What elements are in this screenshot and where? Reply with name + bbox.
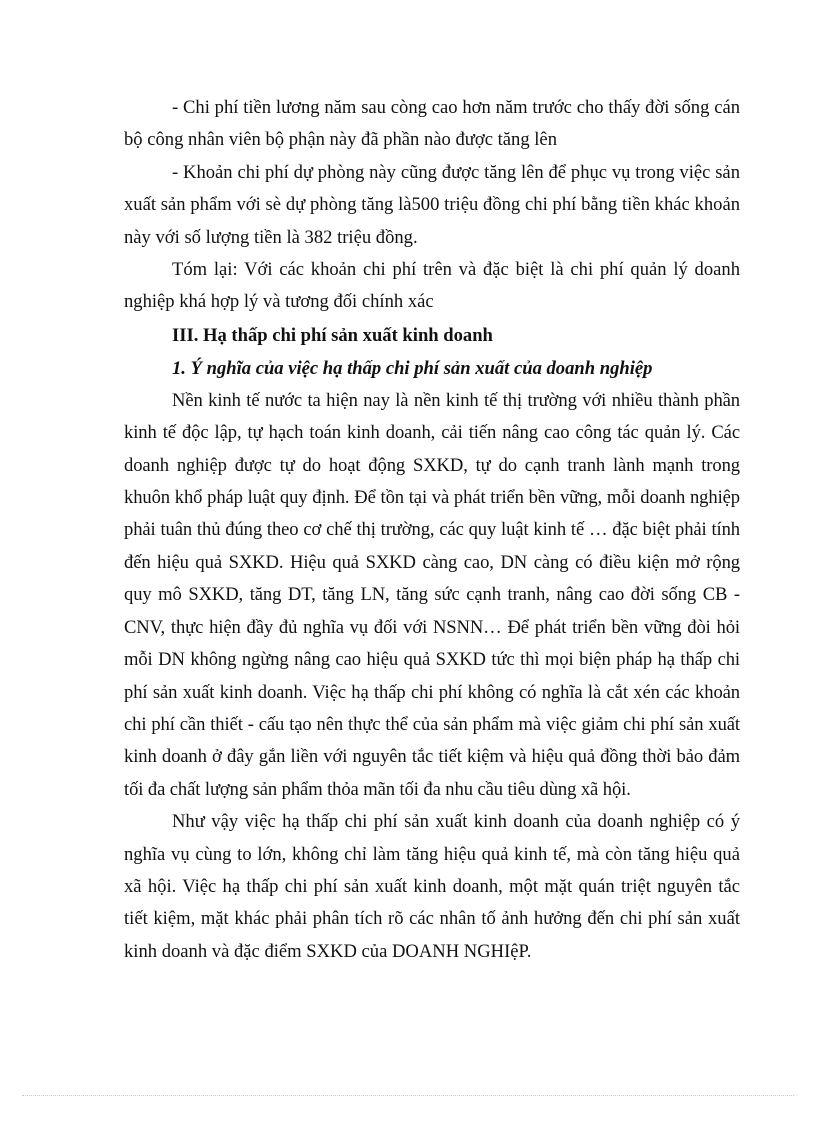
subsection-heading: 1. Ý nghĩa của việc hạ thấp chi phí sản xuất của doanh nghiệp bbox=[172, 357, 653, 379]
paragraph-salary-cost: - Chi phí tiền lương năm sau còng cao hơn năm trước cho thấy đời sống cán bộ công nhân viên bộ phận này đã phần nào được tăng lên bbox=[124, 97, 740, 151]
page-bottom-divider bbox=[22, 1095, 794, 1096]
document-body bbox=[124, 92, 740, 968]
paragraph-conclusion: Như vậy việc hạ thấp chi phí sản xuất kinh doanh của doanh nghiệp có ý nghĩa vụ cùng to lớn, không chỉ làm tăng hiệu quả kinh tế, mà còn tăng hiệu quả xã hội. Việc hạ thấp chi phí sản xuất kinh doanh, một mặt quán triệt nguyên tắc tiết kiệm, mặt khác phải phân tích rõ các nhân tố ảnh hưởng đến chi phí sản xuất kinh doanh và đặc điểm SXKD của DOANH NGHIệP. bbox=[124, 811, 740, 962]
paragraph-market-economy: Nền kinh tế nước ta hiện nay là nền kinh tế thị trường với nhiều thành phần kinh tế độc lập, tự hạch toán kinh doanh, cải tiến nâng cao công tác quản lý. Các doanh nghiệp được tự do hoạt động SXKD, tự do cạnh tranh lành mạnh trong khuôn khổ pháp luật quy định. Để tồn tại và phát triển bền vững, mỗi doanh nghiệp phải tuân thủ đúng theo cơ chế thị trường, các quy luật kinh tế … đặc biệt phải tính đến hiệu quả SXKD. Hiệu quả SXKD càng cao, DN càng có điều kiện mở rộng quy mô SXKD, tăng DT, tăng LN, tăng sức cạnh tranh, nâng cao đời sống CB - CNV, thực hiện đầy đủ nghĩa vụ đối với NSNN… Để phát triển bền vững đòi hỏi mỗi DN không ngừng nâng cao hiệu quả SXKD tức thì mọi biện pháp hạ thấp chi phí sản xuất kinh doanh. Việc hạ thấp chi phí không có nghĩa là cắt xén các khoản chi phí cần thiết - cấu tạo nên thực thể của sản phẩm mà việc giảm chi phí sản xuất kinh doanh ở đây gắn liền với nguyên tắc tiết kiệm và hiệu quả đồng thời bảo đảm tối đa chất lượng sản phẩm thỏa mãn tối đa nhu cầu tiêu dùng xã hội. bbox=[124, 389, 740, 800]
section-heading: III. Hạ thấp chi phí sản xuất kinh doanh bbox=[172, 324, 493, 346]
paragraph-summary: Tóm lại: Với các khoản chi phí trên và đặc biệt là chi phí quản lý doanh nghiệp khá hợp lý và tương đối chính xác bbox=[124, 259, 740, 313]
paragraph-provision-cost: - Khoản chi phí dự phòng này cũng được tăng lên để phục vụ trong việc sản xuất sản phẩm với sè dự phòng tăng là500 triệu đồng chi phí bằng tiền khác khoản này với số lượng tiền là 382 triệu đồng. bbox=[124, 161, 740, 248]
